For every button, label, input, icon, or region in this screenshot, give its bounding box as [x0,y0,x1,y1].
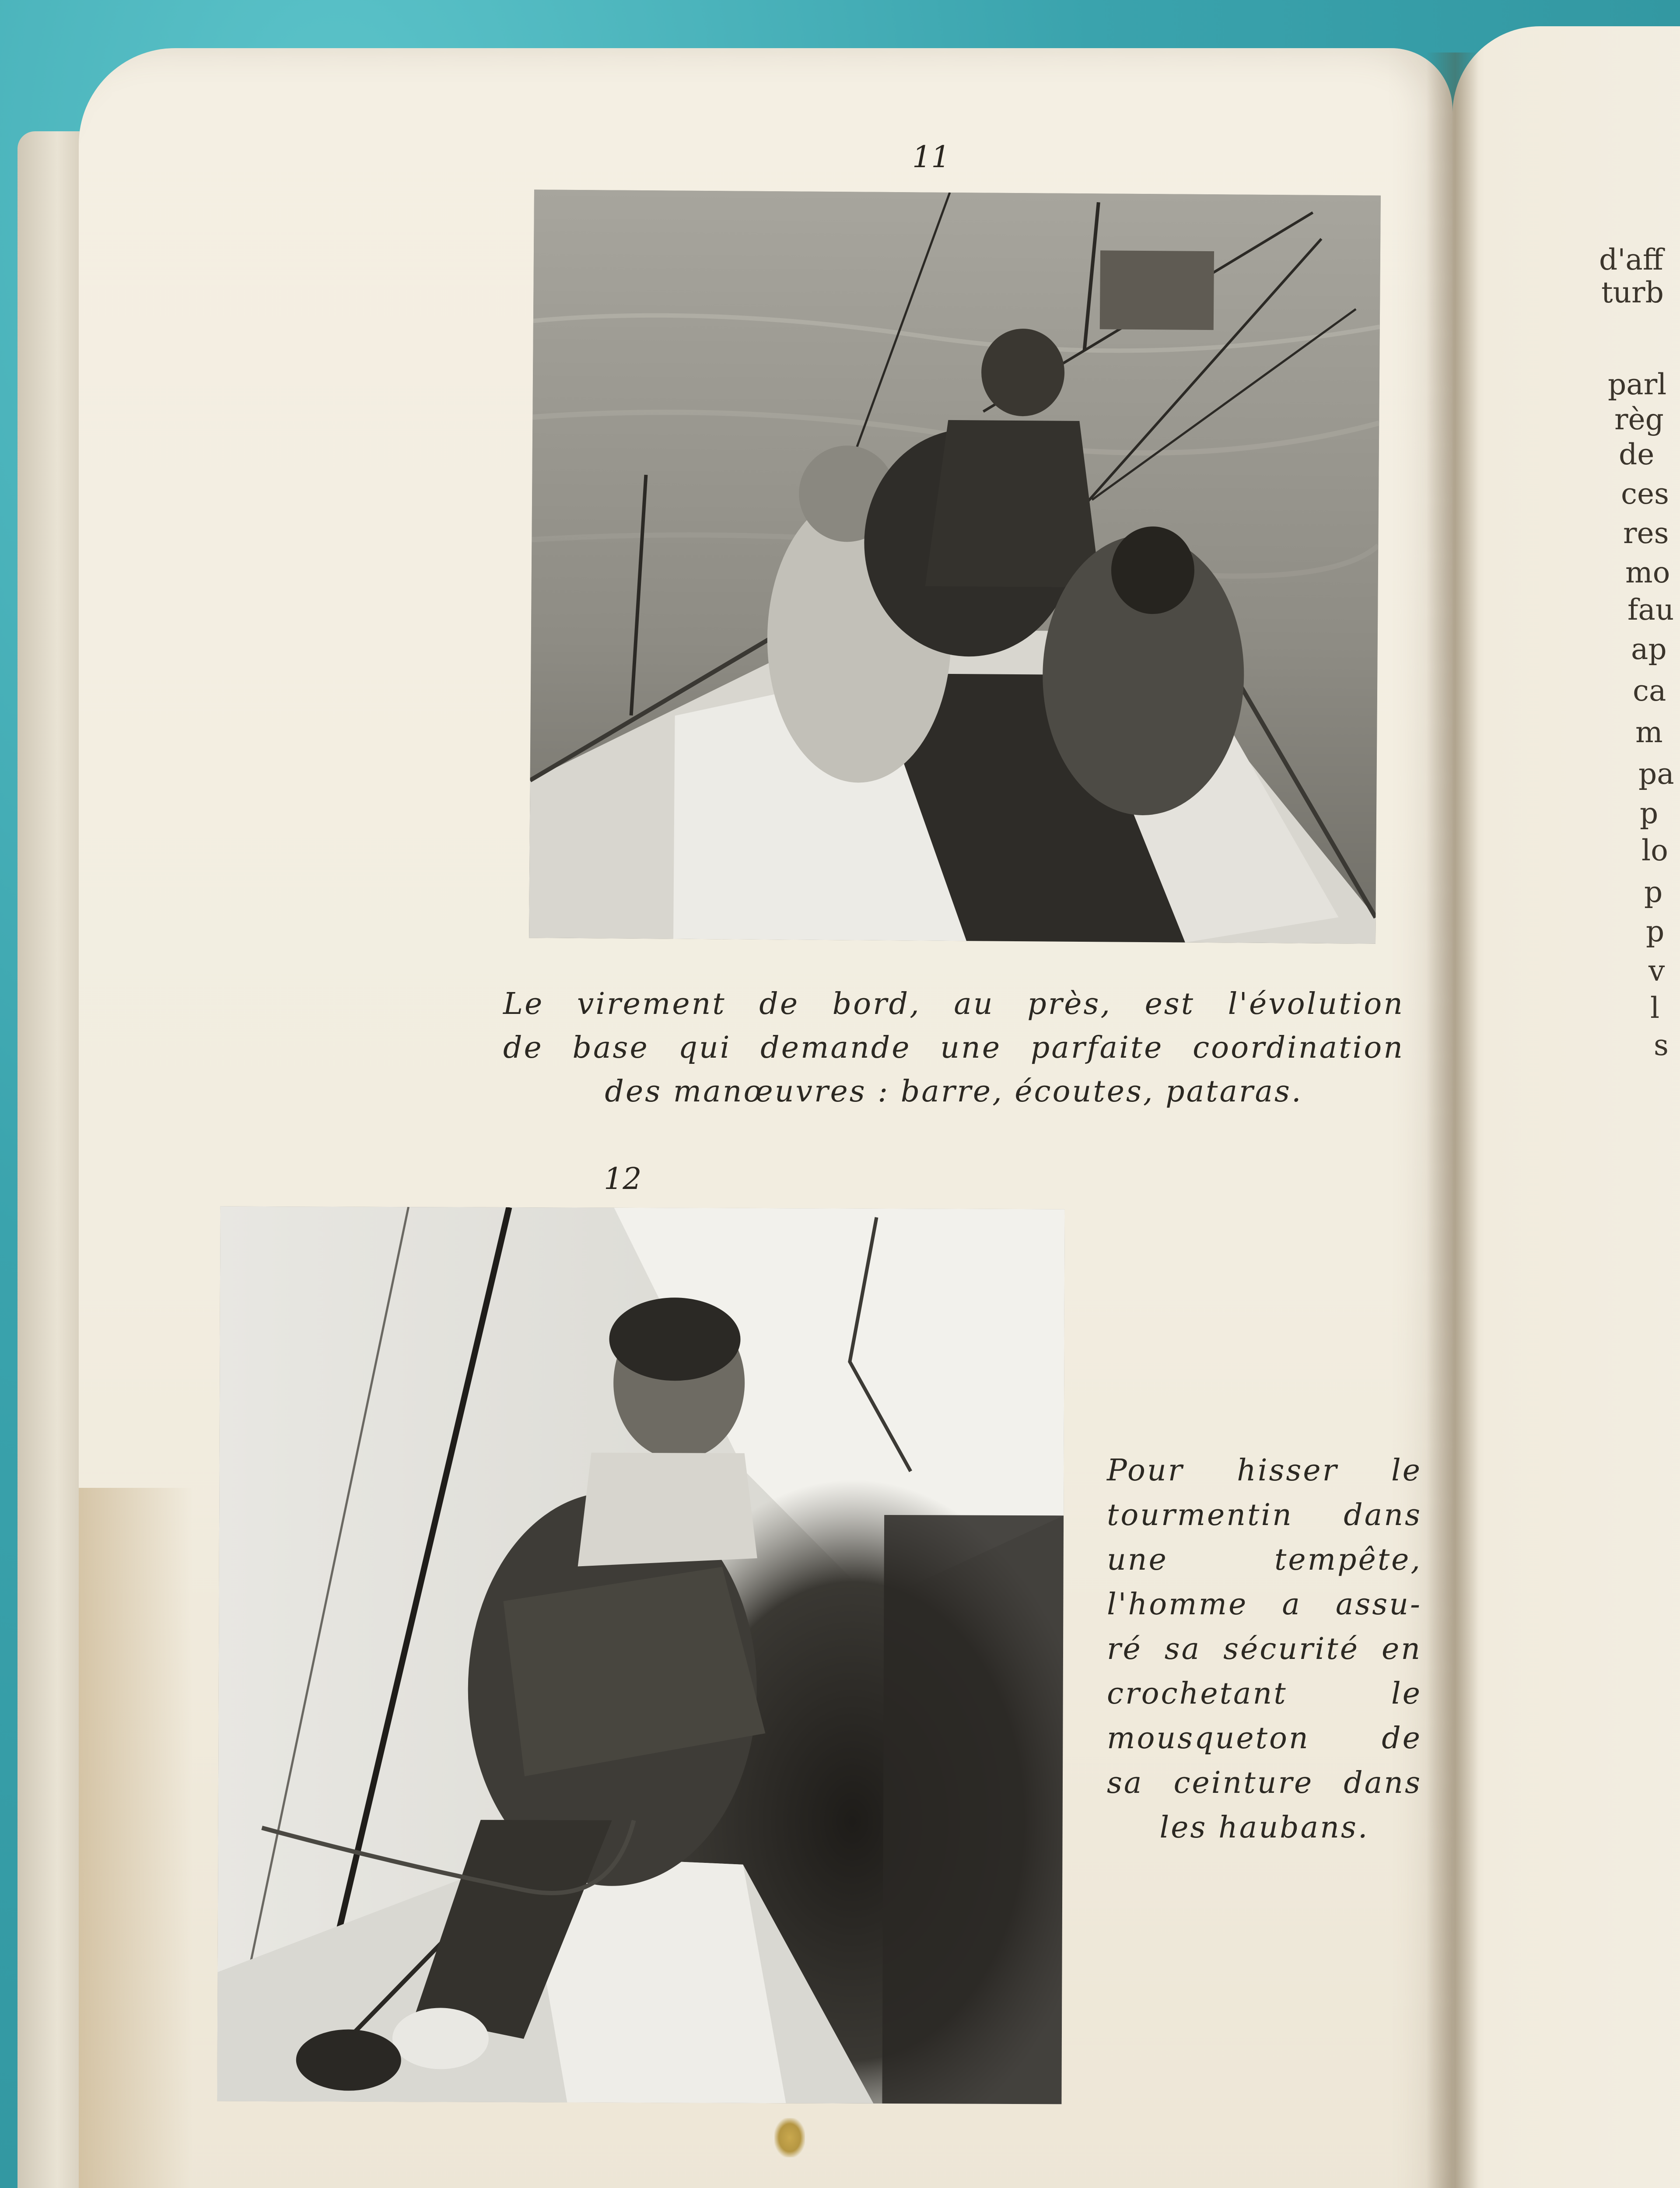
paper-stain [774,2118,805,2157]
figure-12-caption [1107,1448,1422,1850]
figure-number-11: 11 [912,140,950,175]
caption-line: Pour hisser le [1107,1453,1422,1488]
right-page-text-fragment: l [1650,991,1660,1025]
sailboat-crew-tacking-photo [529,189,1381,943]
right-page-text-fragment: pa [1638,757,1674,791]
right-page-text-fragment: mo [1625,556,1670,589]
caption-line: les haubans. [1159,1810,1369,1845]
caption-line: Le virement de bord, au près, est l'évolution [503,987,1404,1021]
caption-line: de base qui demande une parfaite coordination [503,1031,1404,1065]
caption-line: l'homme a assu- [1107,1587,1422,1622]
right-page [1452,26,1680,2188]
figure-number-12: 12 [604,1162,642,1196]
right-page-text-fragment: fau [1628,593,1674,627]
caption-line: ré sa sécurité en [1107,1632,1422,1666]
paper-aging-stain [79,1488,192,2188]
right-page-text-fragment: lo [1642,834,1668,867]
right-page-text-fragment: de [1619,438,1655,471]
right-page-text-fragment: turb [1601,276,1664,309]
right-page-text-fragment: p [1640,796,1659,830]
right-page-text-fragment: p [1646,915,1665,948]
caption-line: sa ceinture dans [1107,1766,1422,1800]
book-gutter [1426,53,1479,2188]
right-page-text-fragment: p [1644,875,1663,909]
sailor-hoisting-storm-jib-photo [217,1206,1064,2104]
photo-1-illustration [529,189,1381,943]
right-page-text-fragment: m [1635,715,1663,749]
caption-line: des manœuvres : barre, écoutes, pataras. [605,1074,1303,1109]
figure-11-caption [503,982,1404,1114]
right-page-text-fragment: res [1623,516,1669,550]
right-page-text-fragment: règ [1614,403,1664,436]
right-page-text-fragment: parl [1608,368,1667,401]
right-page-text-fragment: d'aff [1599,243,1663,277]
caption-line: une tempête, [1107,1543,1422,1577]
photo-2-illustration [217,1206,1064,2104]
caption-line: crochetant le [1107,1676,1422,1711]
caption-line: tourmentin dans [1107,1498,1422,1532]
right-page-text-fragment: ca [1633,674,1666,708]
right-page-text-fragment: v [1648,954,1665,988]
right-page-text-fragment: s [1654,1028,1669,1062]
right-page-text-fragment: ap [1631,632,1667,666]
right-page-text-fragment: ces [1621,477,1669,511]
caption-line: mousqueton de [1107,1721,1422,1756]
